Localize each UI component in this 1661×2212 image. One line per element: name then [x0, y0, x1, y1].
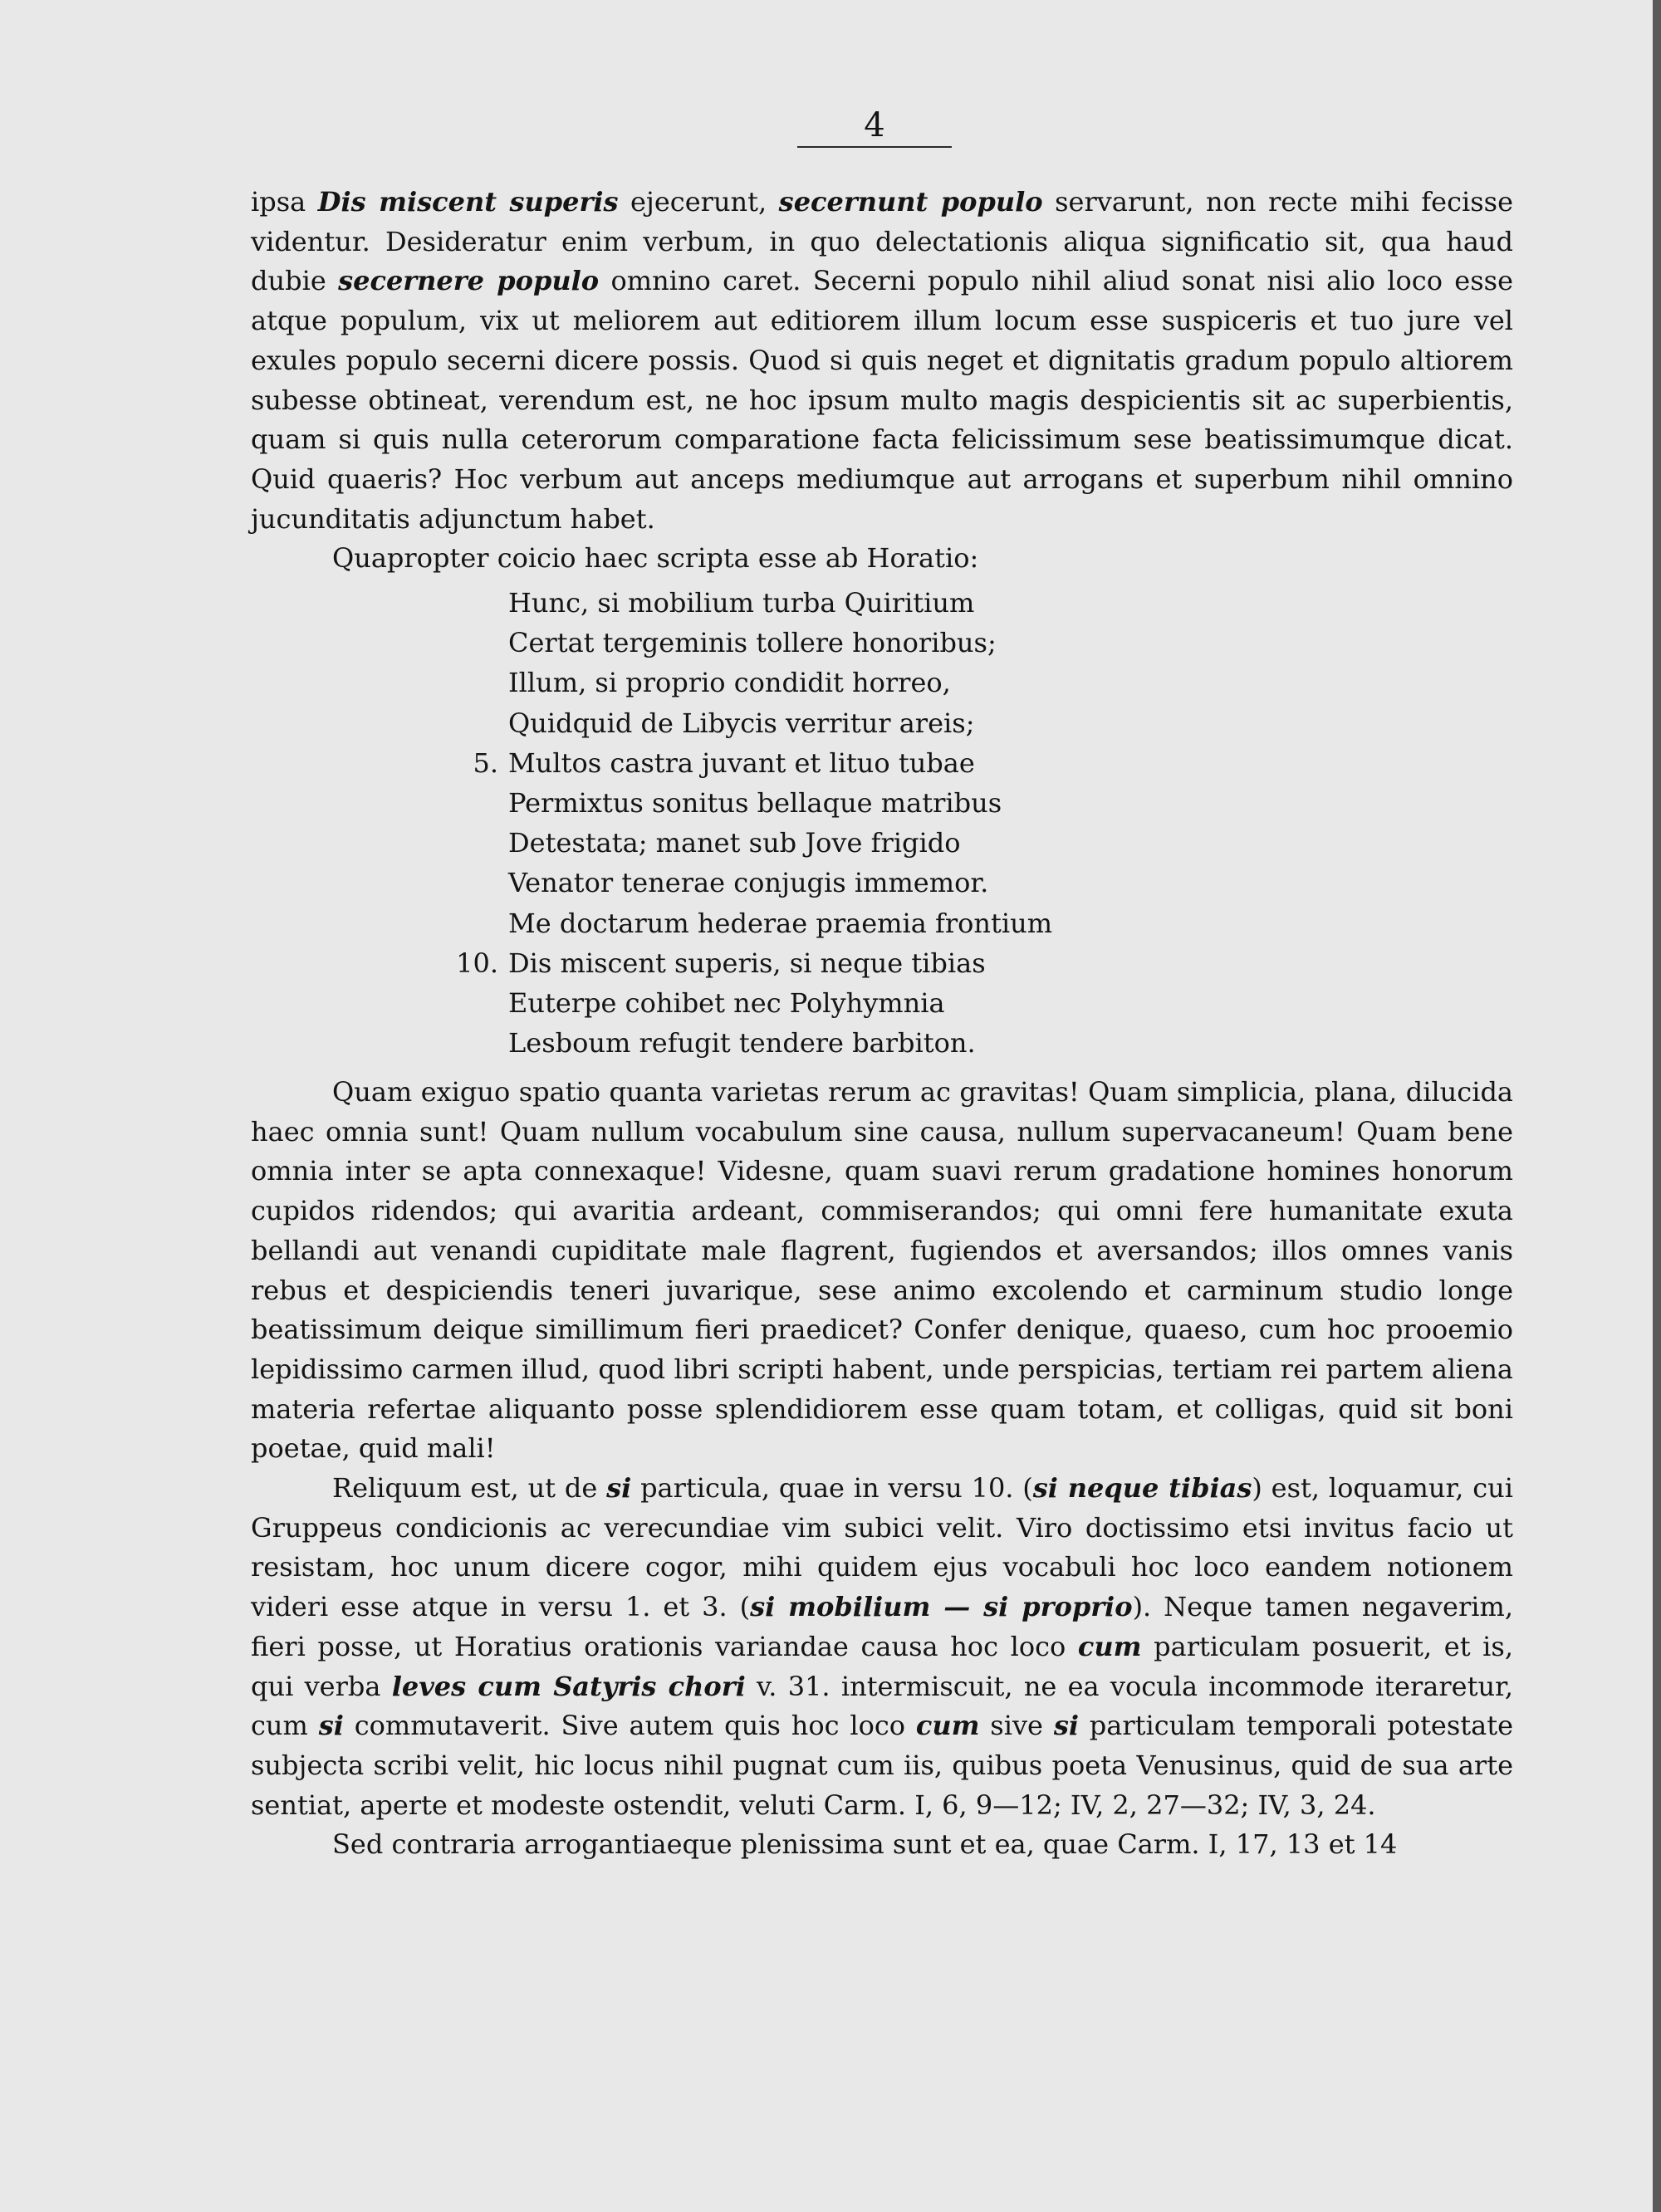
line-number: 10.: [456, 947, 498, 979]
emphasized-text: si: [606, 1472, 632, 1505]
text-block-top: [251, 183, 1513, 579]
text-run: particulam temporali potestate subjecta scribi velit, hic locus nihil pugnat cum iis, quibus poeta Venusinus, quid de sua arte sentiat, aperte et modeste ostendit, veluti Carm. I, 6, 9—12; IV, 2, 27—32; IV, 3, 24.: [251, 1710, 1514, 1821]
text-run: ) est, loquamur, cui Gruppeus condicionis ac verecundiae vim subici velit. Viro doctissimo etsi invitus facio ut resistam, hoc unum dicere cogor, mihi quidem ejus vocabuli hoc loco eandem notionem videri esse atque in versu 1. et 3. (: [251, 1472, 1513, 1623]
text-run: particulam posuerit, et is, qui verba: [251, 1630, 1514, 1702]
emphasized-text: Dis miscent superis: [317, 186, 619, 218]
text-run: particula, quae in versu 10. (: [631, 1472, 1033, 1505]
verse-text: Euterpe cohibet nec Polyhymnia: [508, 987, 945, 1020]
page-number-rule: [797, 146, 952, 148]
text-run: Quam exiguo spatio quanta varietas rerum ac gravitas! Quam simplicia, plana, dilucida haec omnia sunt! Quam nullum vocabulum sine causa, nullum supervacaneum! Quam bene omnia inter se apta connexaque! Videsne, quam suavi rerum gradatione homines honorum cupidos ridendos; qui avaritia ardeant, commiserandos; qui omni fere humanitate exuta bellandi aut venandi cupiditate male flagrent, fugiendos et aversandos; illos omnes vanis rebus et despiciendis teneri juvarique, sese animo excolendo et carminum studio longe beatissimum deique simillimum fieri praedicet? Confer denique, quaeso, cum hoc prooemio lepidissimo carmen illud, quod libri scripti habent, unde perspicias, tertiam rei partem aliena materia refertae aliquanto posse splendidiorem esse quam totam, et colligas, quid sit boni poetae, quid mali!: [251, 1076, 1513, 1465]
verse-line: [508, 863, 1173, 903]
paragraph: [251, 539, 1513, 579]
text-run: Reliquum est, ut de: [332, 1472, 607, 1505]
emphasized-text: si: [318, 1710, 344, 1742]
verse-text: Detestata; manet sub Jove frigido: [508, 827, 961, 859]
text-run: ejecerunt,: [618, 186, 779, 218]
text-run: Quapropter coicio haec scripta esse ab Horatio:: [332, 542, 979, 575]
text-run: servarunt, non recte mihi fecisse videntur. Desideratur enim verbum, in quo delectationis aliqua significatio sit, qua haud dubie: [251, 186, 1513, 297]
verse-text: Quidquid de Libycis verritur areis;: [508, 707, 975, 739]
verse-line: [473, 743, 1173, 783]
text-block-bottom: [251, 1073, 1513, 1865]
emphasized-text: secernere populo: [338, 265, 600, 297]
emphasized-text: cum: [915, 1710, 980, 1742]
emphasized-text: leves cum Satyris chori: [391, 1670, 746, 1702]
verse-line: [508, 823, 1173, 863]
verse-line: [508, 583, 1173, 623]
verse-text: Me doctarum hederae praemia frontium: [508, 907, 1053, 939]
page-number: 4: [864, 106, 885, 144]
paragraph: [251, 1073, 1513, 1469]
verse-line: [508, 623, 1173, 663]
verse-line: [508, 1023, 1173, 1063]
text-run: v. 31. intermiscuit, ne ea vocula incommode iteraretur, cum: [251, 1670, 1514, 1742]
page-edge: [1653, 0, 1661, 2212]
verse-text: Hunc, si mobilium turba Quiritium: [508, 587, 975, 619]
verse-line: [508, 703, 1173, 743]
emphasized-text: si mobilium — si proprio: [750, 1591, 1133, 1623]
verse-text: Permixtus sonitus bellaque matribus: [508, 787, 1002, 820]
text-run: omnino caret. Secerni populo nihil aliud sonat nisi alio loco esse atque populum, vix ut meliorem aut editiorem illum locum esse suspiceris et tuo jure vel exules populo secerni dicere possis. Quod si quis neget et dignitatis gradum populo altiorem subesse obtineat, verendum est, ne hoc ipsum multo magis despicientis sit ac superbientis, quam si quis nulla ceterorum comparatione facta felicissimum sese beatissimumque dicat. Quid quaeris? Hoc verbum aut anceps mediumque aut arrogans et superbum nihil omnino jucunditatis adjunctum habet.: [251, 265, 1514, 535]
verse-line: [508, 903, 1173, 943]
emphasized-text: si neque tibias: [1032, 1472, 1252, 1505]
verse-text: Multos castra juvant et lituo tubae: [508, 746, 975, 779]
text-run: sive: [979, 1710, 1054, 1742]
verse-line: [508, 983, 1173, 1023]
verse-text: Illum, si proprio condidit horreo,: [508, 667, 951, 699]
text-run: Sed contraria arrogantiaeque plenissima sunt et ea, quae Carm. I, 17, 13 et 14: [332, 1828, 1398, 1861]
verse-line: [508, 783, 1173, 823]
poem-quotation: [456, 583, 1173, 1063]
text-run: ipsa: [251, 186, 318, 218]
verse-text: Lesboum refugit tendere barbiton.: [508, 1027, 976, 1060]
emphasized-text: cum: [1077, 1630, 1142, 1662]
text-run: ). Neque tamen negaverim, fieri posse, ut Horatius orationis variandae causa hoc loco: [251, 1591, 1514, 1662]
text-run: commutaverit. Sive autem quis hoc loco: [343, 1710, 916, 1742]
paragraph: [251, 1825, 1513, 1865]
verse-line: [456, 943, 1173, 983]
line-number: 5.: [473, 746, 498, 779]
verse-text: Certat tergeminis tollere honoribus;: [508, 627, 997, 659]
verse-line: [508, 663, 1173, 702]
verse-text: Dis miscent superis, si neque tibias: [508, 947, 986, 979]
paragraph: [251, 183, 1513, 539]
emphasized-text: secernunt populo: [778, 186, 1043, 218]
verse-text: Venator tenerae conjugis immemor.: [508, 867, 989, 899]
emphasized-text: si: [1053, 1710, 1079, 1742]
paragraph: [251, 1469, 1513, 1825]
